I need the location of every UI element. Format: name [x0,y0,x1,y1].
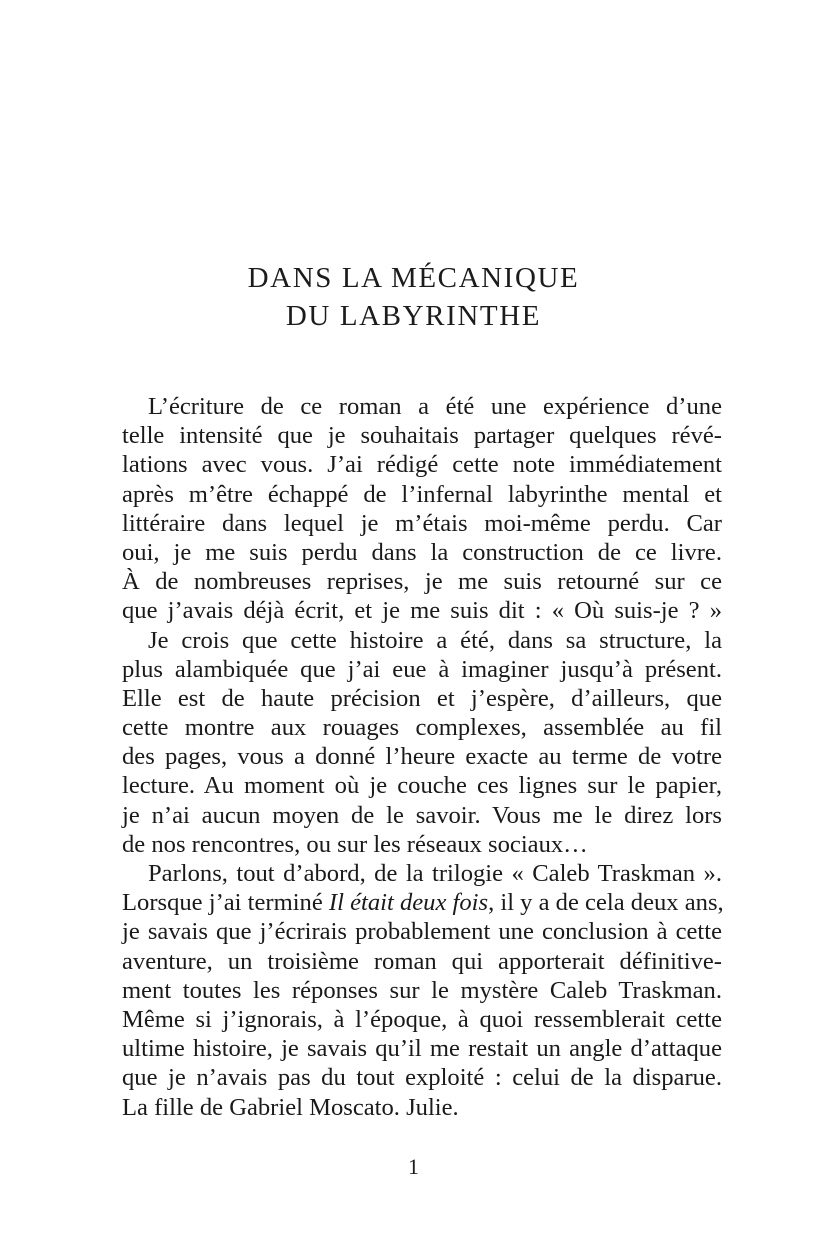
paragraph-2 [122,626,722,860]
text-line: Parlons, tout d’abord, de la trilogie « Caleb Traskman ». [148,860,722,887]
text-line: je savais que j’écrirais probablement une conclusion à cette [122,918,722,946]
text-line: de nos rencontres, ou sur les réseaux sociaux… [122,830,588,858]
text-line: telle intensité que je souhaitais partager quelques révé- [122,422,722,450]
text-line: Elle est de haute précision et j’espère, d’ailleurs, que [122,684,722,712]
text-line: ultime histoire, je savais qu’il me restait un angle d’attaque [122,1035,722,1063]
text-line: je n’ai aucun moyen de le savoir. Vous me le direz lors [122,801,722,829]
chapter-title-line-2: DU LABYRINTHE [285,300,542,332]
text-line: lations avec vous. J’ai rédigé cette note immédiatement [122,451,722,479]
text-before-title: Lorsque j’ai terminé [122,889,329,917]
text-line: Même si j’ignorais, à l’époque, à quoi ressemblerait cette [122,1005,722,1033]
chapter-title-line-1: DANS LA MÉCANIQUE [247,262,580,294]
text-line-with-book-title [122,888,722,917]
text-line: ment toutes les réponses sur le mystère Caleb Traskman. [122,976,722,1004]
text-line: que j’avais déjà écrit, et je me suis dit : « Où suis-je ? » [122,597,722,625]
text-line: À de nombreuses reprises, je me suis retourné sur ce [122,568,722,596]
text-line: après m’être échappé de l’infernal labyrinthe mental et [122,480,722,508]
page-number: 1 [408,1154,419,1179]
paragraph-1 [122,392,722,626]
text-line: cette montre aux rouages complexes, assemblée au fil [122,714,722,742]
text-line: La fille de Gabriel Moscato. Julie. [122,1093,459,1121]
text-line: que je n’avais pas du tout exploité : celui de la disparue. [122,1064,722,1092]
text-line: Je crois que cette histoire a été, dans sa structure, la [148,626,722,654]
text-line: L’écriture de ce roman a été une expérience d’une [148,393,722,420]
text-line: aventure, un troisième roman qui apporterait définitive- [122,947,722,975]
paragraph-3 [122,859,722,1122]
text-after-title: , il y a de cela deux ans, [488,889,724,917]
text-line: des pages, vous a donné l’heure exacte au terme de votre [122,743,722,771]
book-title-italic: Il était deux fois [328,889,489,917]
text-line: lecture. Au moment où je couche ces lignes sur le papier, [122,772,722,800]
text-line: littéraire dans lequel je m’étais moi-même perdu. Car [122,509,722,537]
text-line: plus alambiquée que j’ai eue à imaginer jusqu’à présent. [122,655,722,683]
text-line: oui, je me suis perdu dans la construction de ce livre. [122,538,722,566]
body-text [122,392,722,1122]
